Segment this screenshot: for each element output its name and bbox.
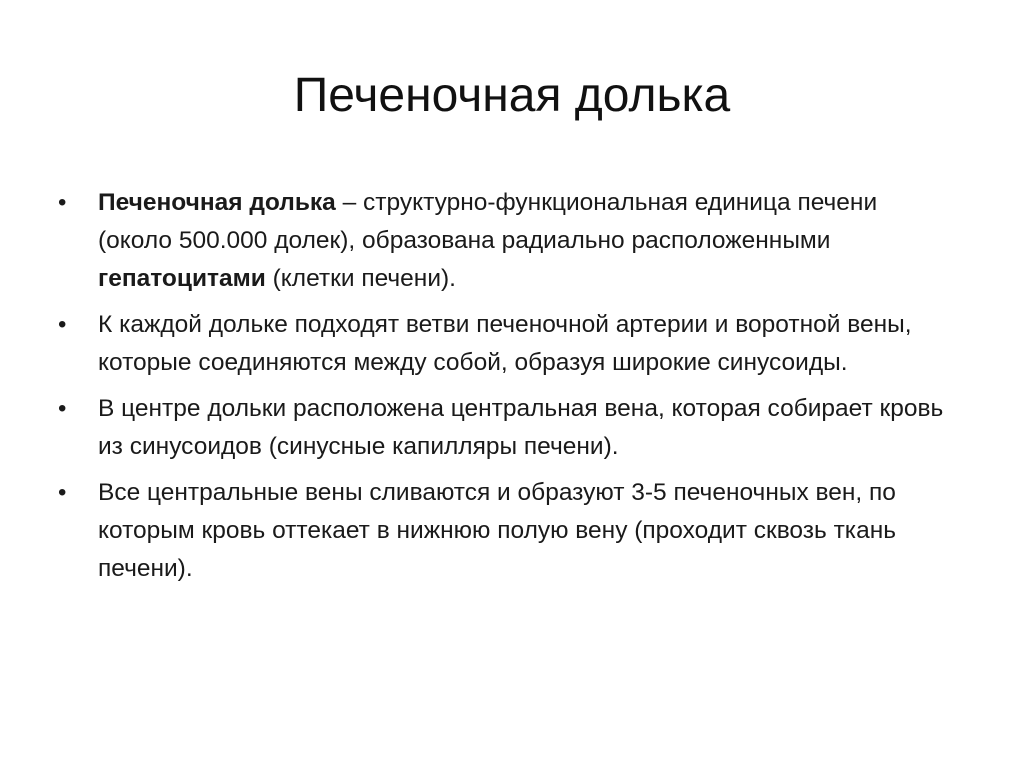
bullet-text: Все центральные вены сливаются и образуют 3-5 печеночных вен, по которым кровь оттекает в нижнюю полую вену (проходит сквозь ткань печени). [98, 479, 896, 582]
bullet-item [56, 306, 946, 382]
bullet-dot: • [58, 479, 67, 506]
bullet-item [56, 390, 946, 466]
bullet-item [56, 184, 946, 298]
bullet-dot: • [58, 395, 67, 422]
bullet-text [98, 189, 877, 292]
bullet-text: В центре дольки расположена центральная вена, которая собирает кровь из синусоидов (синусные капилляры печени). [98, 395, 944, 460]
bullet-dot: • [58, 311, 67, 338]
slide-title: Печеночная долька [293, 69, 731, 122]
bullet-dot: • [58, 189, 67, 216]
bullet-list [56, 184, 946, 596]
bullet-item [56, 474, 946, 588]
text-run: – структурно-функциональная единица печени (около 500.000 долек), образована радиально расположенными [98, 189, 878, 254]
term-bold: гепатоцитами [98, 265, 266, 292]
term-bold: Печеночная долька [98, 189, 336, 216]
bullet-text: К каждой дольке подходят ветви печеночной артерии и воротной вены, которые соединяются между собой, образуя широкие синусоиды. [98, 311, 912, 376]
text-run: (клетки печени). [265, 265, 456, 292]
